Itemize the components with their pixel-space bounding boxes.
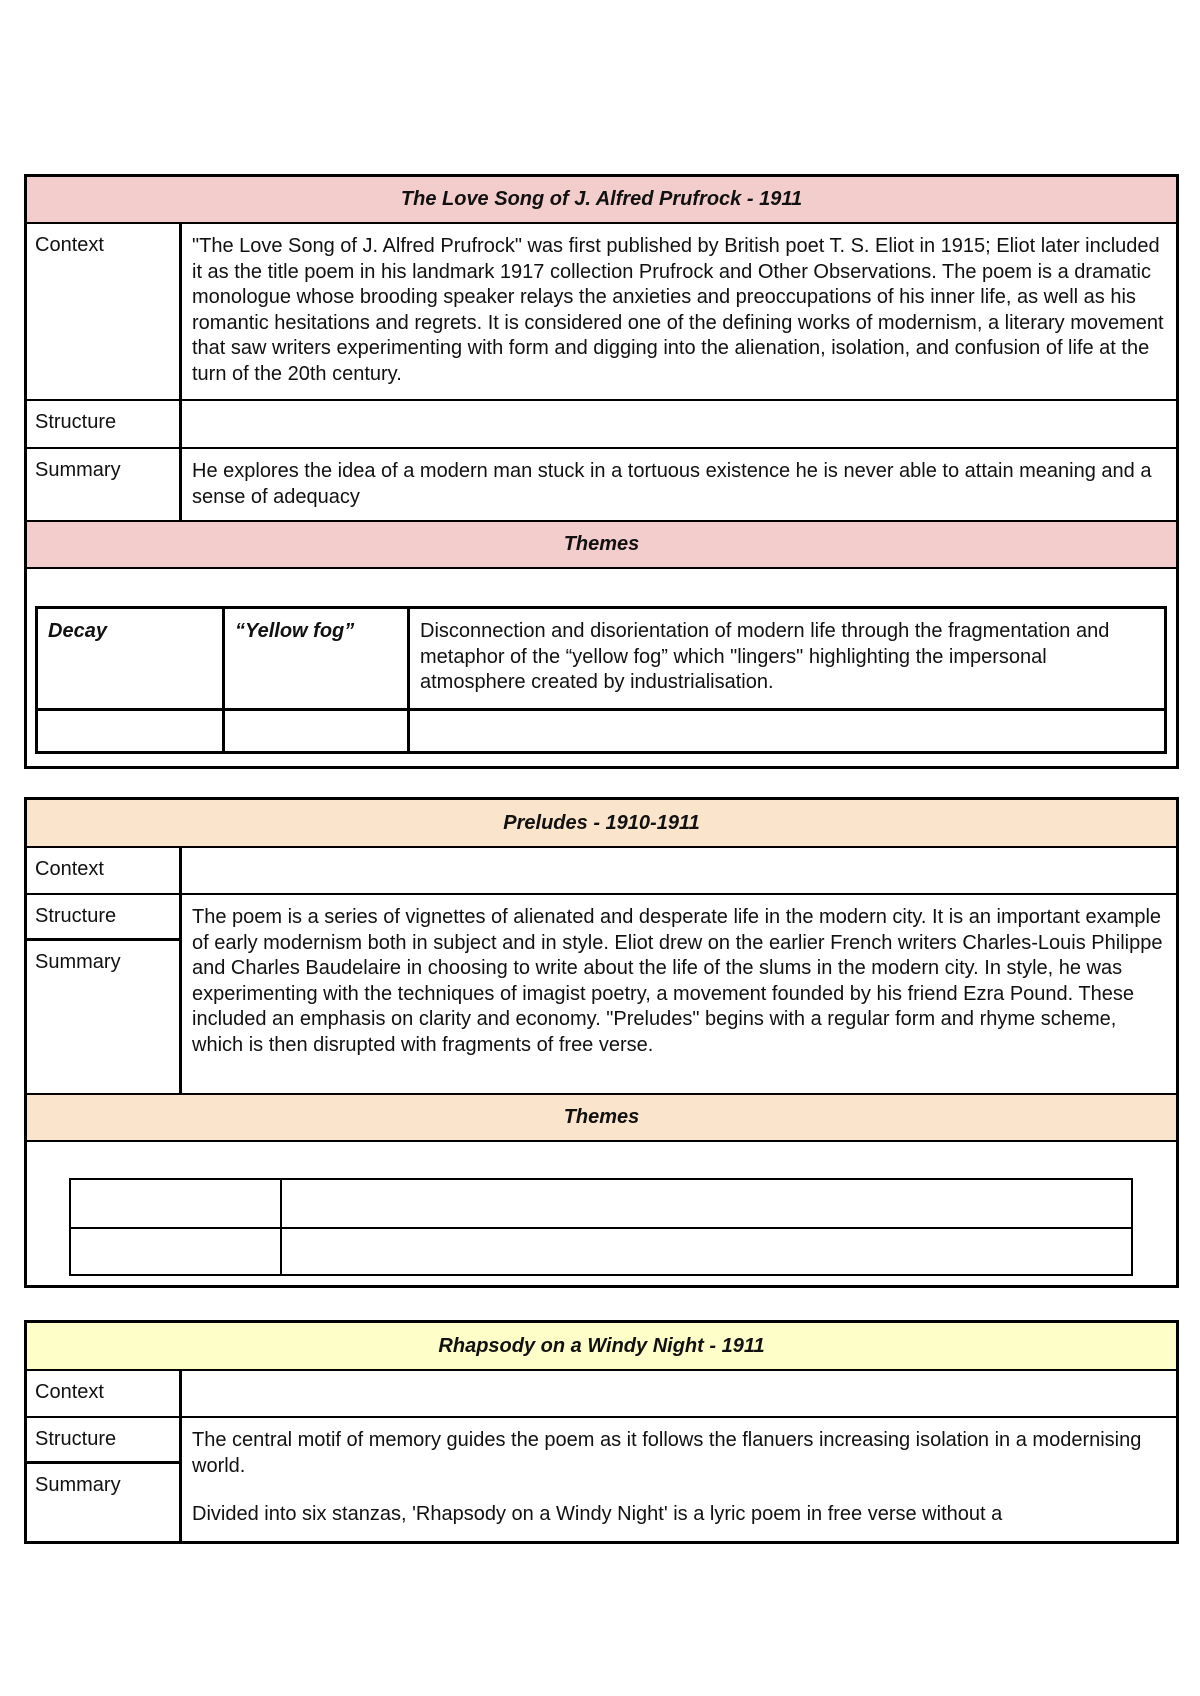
- rhapsody-structure-summary-row: [27, 1418, 1176, 1541]
- theme-cell: [71, 1229, 280, 1274]
- prufrock-table: [24, 174, 1179, 769]
- rhapsody-label-column: [27, 1418, 182, 1541]
- rhapsody-summary-label: Summary: [35, 1474, 121, 1496]
- preludes-title: Preludes - 1910-1911: [503, 811, 700, 834]
- analysis-cell: Disconnection and disorientation of modern life through the fragmentation and metaphor of the “yellow fog” which "lingers" highlighting the impersonal atmosphere created by industrialisation.: [407, 609, 1164, 708]
- theme-cell: [38, 711, 222, 751]
- preludes-table: [24, 797, 1179, 1288]
- prufrock-title-row: [27, 177, 1176, 224]
- preludes-themes-label: Themes: [563, 1106, 640, 1128]
- prufrock-structure-row: [27, 401, 1176, 449]
- rhapsody-context-row: [27, 1371, 1176, 1418]
- preludes-structure-label: Structure: [27, 895, 179, 941]
- prufrock-themes-area: [27, 569, 1176, 766]
- prufrock-summary-row: [27, 449, 1176, 522]
- rhapsody-content: [182, 1418, 1176, 1541]
- rhapsody-context-label: Context: [27, 1371, 182, 1416]
- rhapsody-structure-label: Structure: [27, 1418, 179, 1464]
- rhapsody-context-text: [182, 1371, 1176, 1416]
- table-row: [71, 1227, 1131, 1274]
- quote-cell: “Yellow fog”: [222, 609, 407, 708]
- rhapsody-summary-text: Divided into six stanzas, 'Rhapsody on a Windy Night' is a lyric poem in free verse without a: [192, 1503, 1003, 1526]
- theme-cell: [71, 1180, 280, 1227]
- prufrock-structure-label: Structure: [27, 401, 182, 447]
- preludes-title-row: [27, 800, 1176, 848]
- prufrock-summary-label: Summary: [27, 449, 182, 520]
- prufrock-themes-table: [35, 606, 1167, 754]
- preludes-context-text: [182, 848, 1176, 893]
- preludes-context-label: Context: [27, 848, 182, 893]
- preludes-context-row: [27, 848, 1176, 895]
- analysis-cell: [280, 1229, 1131, 1274]
- preludes-structure-summary-text: The poem is a series of vignettes of alienated and desperate life in the modern city. It is an important example of early modernism both in subject and in style. Eliot drew on the earlier French writers Charles-Louis Philippe and Charles Baudelaire in choosing to write about the life of the slums in the modern city. In style, he was experimenting with the techniques of imagist poetry, a movement founded by his friend Ezra Pound. These included an emphasis on clarity and economy. "Preludes" begins with a regular form and rhyme scheme, which is then disrupted with fragments of free verse.: [192, 906, 1163, 1056]
- analysis-cell: [280, 1180, 1131, 1227]
- prufrock-context-label: Context: [27, 224, 182, 399]
- prufrock-title: The Love Song of J. Alfred Prufrock - 1911: [400, 188, 803, 210]
- preludes-themes-header: [27, 1095, 1176, 1142]
- rhapsody-title-row: [27, 1323, 1176, 1371]
- table-row: [71, 1180, 1131, 1227]
- preludes-structure-summary-row: [27, 895, 1176, 1095]
- rhapsody-table: [24, 1320, 1179, 1544]
- preludes-themes-area: [27, 1142, 1176, 1285]
- rhapsody-structure-text: The central motif of memory guides the poem as it follows the flanuers increasing isolation in a modernising world.: [192, 1429, 1142, 1477]
- prufrock-context-text: "The Love Song of J. Alfred Prufrock" was first published by British poet T. S. Eliot in 1915; Eliot later included it as the title poem in his landmark 1917 collection Prufrock and Other Observations. The poem is a dramatic monologue whose brooding speaker relays the anxieties and preoccupations of his inner life, as well as his romantic hesitations and regrets. It is considered one of the defining works of modernism, a literary movement that saw writers experimenting with form and digging into the alienation, isolation, and confusion of life at the turn of the 20th century.: [192, 235, 1164, 385]
- table-row: [38, 708, 1164, 751]
- preludes-label-column: [27, 895, 182, 1093]
- prufrock-themes-label: Themes: [563, 533, 640, 555]
- prufrock-context-row: [27, 224, 1176, 401]
- prufrock-summary-text: He explores the idea of a modern man stuck in a tortuous existence he is never able to attain meaning and a sense of adequacy: [192, 460, 1152, 508]
- prufrock-structure-text: [182, 401, 1176, 447]
- preludes-themes-table: [69, 1178, 1133, 1276]
- quote-cell: [222, 711, 407, 751]
- analysis-cell: [407, 711, 1164, 751]
- table-row: [38, 609, 1164, 708]
- preludes-summary-label: Summary: [35, 951, 121, 973]
- rhapsody-title: Rhapsody on a Windy Night - 1911: [438, 1334, 765, 1357]
- prufrock-themes-header: [27, 522, 1176, 569]
- theme-cell: Decay: [48, 620, 107, 642]
